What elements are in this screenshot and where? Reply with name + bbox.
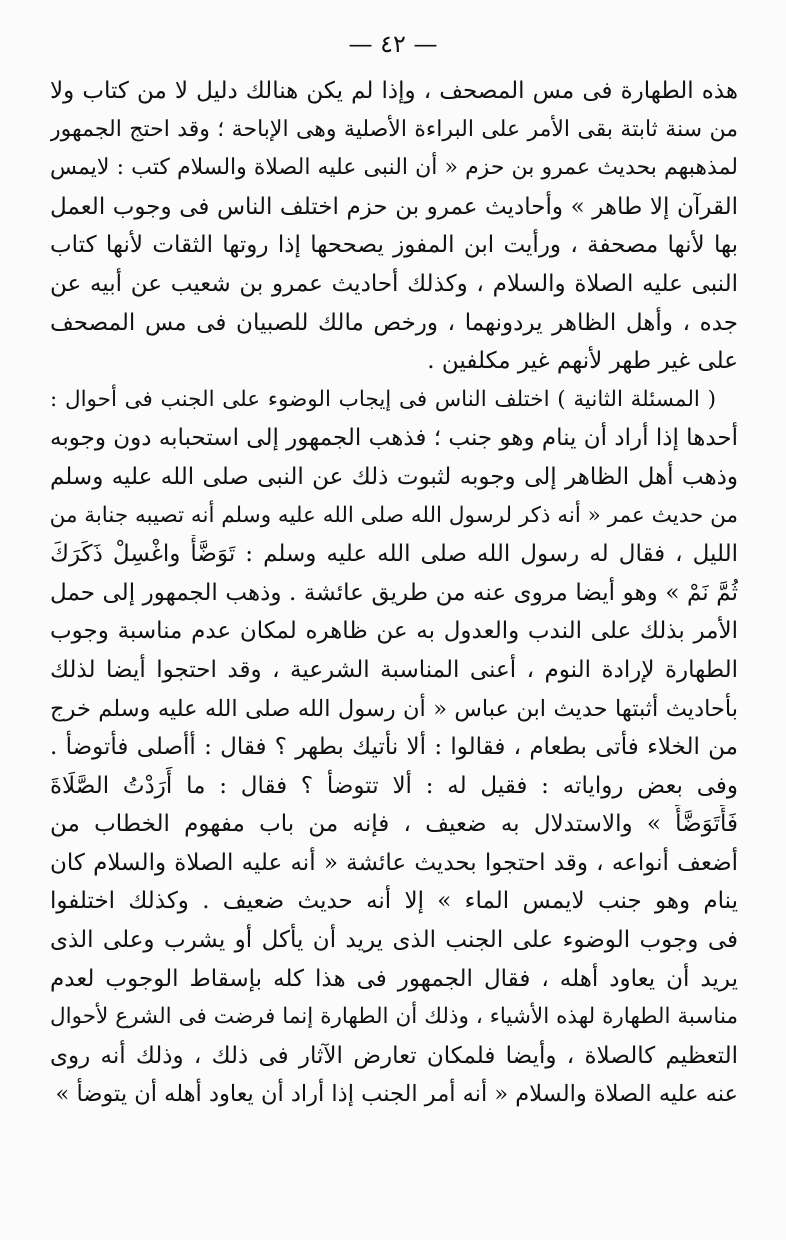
text-line: عنه عليه الصلاة والسلام « أنه أمر الجنب إذا أراد أن يعاود أهله أن يتوضأ » — [55, 1081, 738, 1108]
text-line: فَأَتَوَضَّأَ » والاستدلال به ضعيف ، فإنه من باب مفهوم الخطاب من — [50, 811, 738, 838]
paragraph-1 — [50, 72, 738, 381]
text-line: وذهب أهل الظاهر إلى وجوبه لثبوت ذلك عن النبى صلى الله عليه وسلم — [50, 463, 738, 490]
text-line: جده ، وأهل الظاهر يردونهما ، ورخص مالك للصبيان فى مس المصحف — [50, 309, 738, 336]
text-line: فى وجوب الوضوء على الجنب الذى يريد أن يأكل أو يشرب وعلى الذى — [50, 927, 738, 954]
text-line: القرآن إلا طاهر » وأحاديث عمرو بن حزم اختلف الناس فى وجوب العمل — [50, 193, 738, 220]
text-line: أضعف أنواعه ، وقد احتجوا بحديث عائشة « أنه عليه الصلاة والسلام كان — [50, 849, 738, 876]
text-line: بأحاديث أثبتها حديث ابن عباس « أن رسول الله صلى الله عليه وسلم خرج — [50, 695, 738, 722]
text-line: يريد أن يعاود أهله ، فقال الجمهور فى هذا كله بإسقاط الوجوب لعدم — [50, 965, 738, 992]
text-line: هذه الطهارة فى مس المصحف ، وإذا لم يكن هنالك دليل لا من كتاب ولا — [50, 78, 738, 104]
text-line: الطهارة لإرادة النوم ، أعنى المناسبة الشرعية ، وقد احتجوا أيضا لذلك — [50, 656, 738, 683]
text-line: لمذهبهم بحديث عمرو بن حزم « أن النبى عليه الصلاة والسلام كتب : لايمس — [50, 155, 738, 181]
text-line: مناسبة الطهارة لهذه الأشياء ، وذلك أن الطهارة إنما فرضت فى الشرع لأحوال — [50, 1004, 738, 1030]
text-line: من سنة ثابتة بقى الأمر على البراءة الأصلية وهى الإباحة ؛ وقد احتج الجمهور — [50, 116, 738, 142]
text-line: التعظيم كالصلاة ، وأيضا فلمكان تعارض الآثار فى ذلك ، وذلك أنه روى — [50, 1042, 738, 1069]
text-line: ( المسئلة الثانية ) اختلف الناس فى إيجاب الوضوء على الجنب فى أحوال : — [50, 386, 716, 412]
text-line: ينام وهو جنب لايمس الماء » إلا أنه حديث ضعيف . وكذلك اختلفوا — [50, 888, 738, 915]
text-line: بها لأنها مصحفة ، ورأيت ابن المفوز يصححها إذا روتها الثقات لأنها كتاب — [50, 232, 738, 259]
text-line: ثُمَّ نَمْ » وهو أيضا مروى عنه من طريق عائشة . وذهب الجمهور إلى حمل — [50, 579, 738, 606]
text-line: النبى عليه الصلاة والسلام ، وكذلك أحاديث عمرو بن شعيب عن أبيه عن — [50, 270, 738, 297]
text-line: الأمر بذلك على الندب والعدول به عن ظاهره لمكان عدم مناسبة وجوب — [50, 618, 738, 645]
text-line: من حديث عمر « أنه ذكر لرسول الله صلى الله عليه وسلم أنه تصيبه جنابة من — [50, 502, 738, 528]
text-line: أحدها إذا أراد أن ينام وهو جنب ؛ فذهب الجمهور إلى استحبابه دون وجوبه — [50, 425, 738, 452]
page-number: — ٤٢ — — [348, 30, 438, 58]
text-line: الليل ، فقال له رسول الله صلى الله عليه وسلم : تَوَضَّأْ واغْسِلْ ذَكَرَكَ — [50, 541, 738, 568]
body-text — [50, 72, 738, 1114]
text-line: على غير طهر لأنهم غير مكلفين . — [427, 348, 738, 375]
text-line: من الخلاء فأتى بطعام ، فقالوا : ألا نأتيك بطهر ؟ فقال : أأصلى فأتوضأ . — [50, 734, 738, 761]
text-line: وفى بعض رواياته : فقيل له : ألا تتوضأ ؟ فقال : ما أَرَدْتُ الصَّلَاةَ — [50, 772, 738, 799]
paragraph-2 — [50, 381, 738, 1114]
